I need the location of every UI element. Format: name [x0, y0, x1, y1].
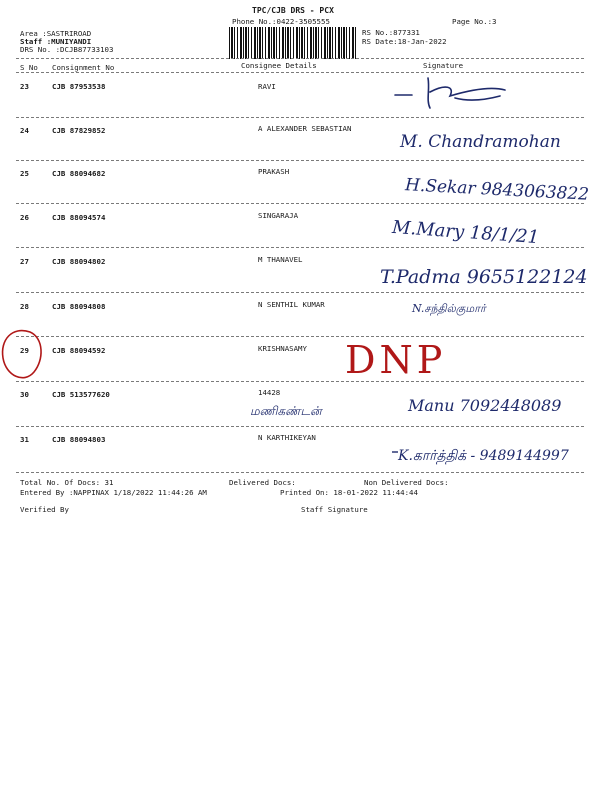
- row-consignee: KRISHNASAMY: [258, 344, 307, 353]
- row-consignee: A ALEXANDER SEBASTIAN: [258, 124, 352, 133]
- rs-number: RS No.:877331: [362, 28, 420, 37]
- phone-number: Phone No.:0422-3505555: [232, 17, 330, 26]
- column-header-details: Consignee Details: [241, 61, 317, 70]
- column-header-signature: Signature: [423, 61, 464, 70]
- row-sno: 24: [20, 126, 29, 135]
- row-sno: 27: [20, 257, 29, 266]
- document-title: TPC/CJB DRS - PCX: [252, 6, 334, 15]
- area-label: Area :SASTRIROAD: [20, 29, 92, 38]
- column-header-sno: S No: [20, 63, 38, 72]
- signature: Manu 7092448089: [408, 396, 562, 415]
- delivered-docs: Delivered Docs:: [229, 478, 296, 487]
- row-consignment: CJB 88094803: [52, 435, 106, 444]
- printed-on: Printed On: 18-01-2022 11:44:44: [280, 488, 418, 497]
- signature: N.சந்தில்குமார்: [412, 302, 486, 315]
- total-docs: Total No. Of Docs: 31: [20, 478, 114, 487]
- row-consignment: CJB 513577620: [52, 390, 110, 399]
- rs-date: RS Date:18-Jan-2022: [362, 37, 447, 46]
- staff-signature: Staff Signature: [301, 505, 368, 514]
- row-consignment: CJB 88094592: [52, 346, 106, 355]
- row-consignee: M THANAVEL: [258, 255, 303, 264]
- row-consignment: CJB 87829852: [52, 126, 106, 135]
- row-sno: 23: [20, 82, 29, 91]
- row-sno: 31: [20, 435, 29, 444]
- row-consignee: N SENTHIL KUMAR: [258, 300, 325, 309]
- non-delivered-docs: Non Delivered Docs:: [364, 478, 449, 487]
- row-consignment: CJB 88094574: [52, 213, 106, 222]
- signature: K.கார்த்திக் - 9489144997: [398, 448, 569, 464]
- signature: T.Padma 9655122124: [380, 266, 588, 288]
- red-circle-mark: [3, 331, 42, 378]
- row-consignment: CJB 87953538: [52, 82, 106, 91]
- row-sno: 25: [20, 169, 29, 178]
- row-consignee: 14428: [258, 388, 281, 397]
- row-sno: 26: [20, 213, 29, 222]
- row-consignee: SINGARAJA: [258, 211, 299, 220]
- entered-by: Entered By :NAPPINAX 1/18/2022 11:44:26 AM: [20, 488, 207, 497]
- row-sno: 28: [20, 302, 29, 311]
- signature: H.Sekar 9843063822: [404, 175, 590, 205]
- signature: M. Chandramohan: [400, 132, 561, 152]
- row-sno: 30: [20, 390, 29, 399]
- row-consignment: CJB 88094682: [52, 169, 106, 178]
- row-consignment: CJB 88094802: [52, 257, 106, 266]
- staff-label: Staff :MUNIYANDI: [20, 37, 92, 46]
- consignee-note: மணிகண்டன்: [250, 404, 322, 418]
- row-consignment: CJB 88094808: [52, 302, 106, 311]
- drs-number: DRS No. :DCJB87733103: [20, 45, 114, 54]
- row-sno: 29: [20, 346, 29, 355]
- row-consignee: PRAKASH: [258, 167, 290, 176]
- verified-by: Verified By: [20, 505, 69, 514]
- signature: M.Mary 18/1/21: [391, 216, 540, 249]
- page-number: Page No.:3: [452, 17, 497, 26]
- column-header-consignment: Consignment No: [52, 63, 115, 72]
- dnp-mark: DNP: [345, 338, 447, 382]
- row-consignee: N KARTHIKEYAN: [258, 433, 316, 442]
- row-consignee: RAVI: [258, 82, 276, 91]
